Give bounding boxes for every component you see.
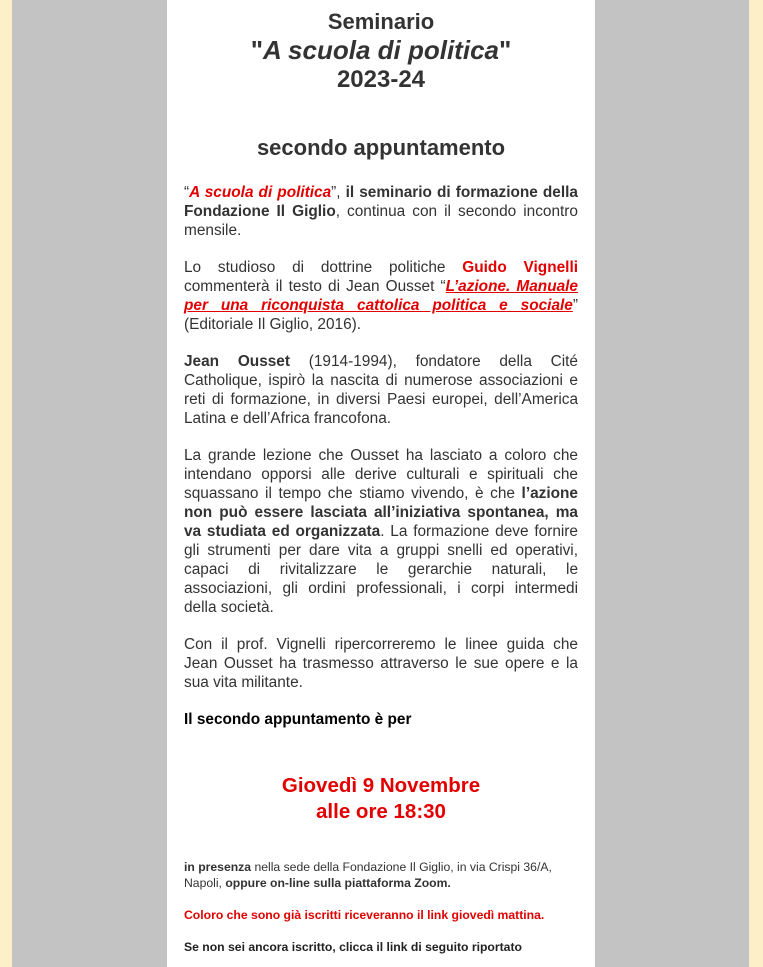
quote-close: ”, bbox=[331, 184, 346, 201]
paragraph-intro bbox=[184, 183, 578, 240]
speaker-mid: commenterà il testo di Jean Ousset “ bbox=[184, 278, 446, 295]
intro-bold: il seminario di formazione della Fondazione Il Giglio bbox=[184, 184, 578, 220]
paragraph-appointment: Il secondo appuntamento è per bbox=[184, 711, 412, 728]
speaker-intro: Lo studioso di dottrine politiche bbox=[184, 259, 463, 276]
quote-open: " bbox=[250, 35, 264, 65]
intro-rest: , continua con il secondo incontro mensile. bbox=[184, 203, 578, 239]
venue-mid: nella sede della Fondazione Il Giglio, in via Crispi 36/A, Napoli, bbox=[184, 860, 552, 890]
seminar-title bbox=[184, 8, 578, 94]
paragraph-lesson bbox=[184, 446, 578, 617]
paragraph-speaker bbox=[184, 258, 578, 334]
venue-online: oppure on-line sulla piattaforma Zoom. bbox=[225, 876, 451, 890]
newsletter-card bbox=[167, 0, 595, 967]
newsletter-content bbox=[167, 8, 595, 955]
register-prompt: Se non sei ancora iscritto, clicca il link di seguito riportato bbox=[184, 940, 522, 954]
lesson-end: . La formazione deve fornire gli strumenti per dare vita a gruppi snelli ed operativi, capaci di rivitalizzare le gerarchie naturali, le associazioni, gli ordini professionali, i corpi intermedi della società. bbox=[184, 523, 578, 616]
ousset-rest: (1914-1994), fondatore della Cité Catholique, ispirò la nascita di numerose associazioni e reti di formazione, in diversi Paesi europei, dell’America Latina e dell’Africa francofona. bbox=[184, 353, 578, 427]
venue-bold: in presenza bbox=[184, 860, 252, 874]
event-date bbox=[184, 773, 578, 825]
speaker-name: Guido Vignelli bbox=[462, 259, 578, 276]
lesson-start: La grande lezione che Ousset ha lasciato a coloro che intendano opporsi alle derive culturali e spirituali che squassano il tempo che stiamo vivendo, è che bbox=[184, 447, 578, 502]
book-link[interactable]: L’azione. Manuale per una riconquista cattolica politica e sociale bbox=[184, 278, 578, 314]
paragraph-guidelines: Con il prof. Vignelli ripercorreremo le linee guida che Jean Ousset ha trasmesso attraverso le sue opere e la sua vita militante. bbox=[184, 636, 578, 691]
quote-open: “ bbox=[184, 184, 190, 201]
registered-notice: Coloro che sono già iscritti riceveranno il link giovedì mattina. bbox=[184, 908, 545, 922]
subtitle: secondo appuntamento bbox=[256, 135, 506, 160]
venue-info bbox=[184, 859, 578, 891]
title-line-1: Seminario bbox=[327, 9, 435, 34]
event-day: Giovedì 9 Novembre bbox=[281, 774, 481, 797]
quote-close: " bbox=[498, 35, 512, 65]
lesson-bold: l’azione non può essere lasciata all’iniziativa spontanea, ma va studiata ed organizzata bbox=[184, 485, 578, 540]
ousset-name: Jean Ousset bbox=[184, 353, 290, 370]
title-italic: A scuola di politica bbox=[263, 35, 499, 65]
title-line-2 bbox=[184, 35, 578, 65]
seminar-name: A scuola di politica bbox=[189, 184, 332, 201]
title-line-3: 2023-24 bbox=[336, 66, 426, 93]
speaker-end: ” (Editoriale Il Giglio, 2016). bbox=[184, 297, 578, 333]
paragraph-ousset bbox=[184, 352, 578, 428]
event-time: alle ore 18:30 bbox=[316, 800, 446, 823]
